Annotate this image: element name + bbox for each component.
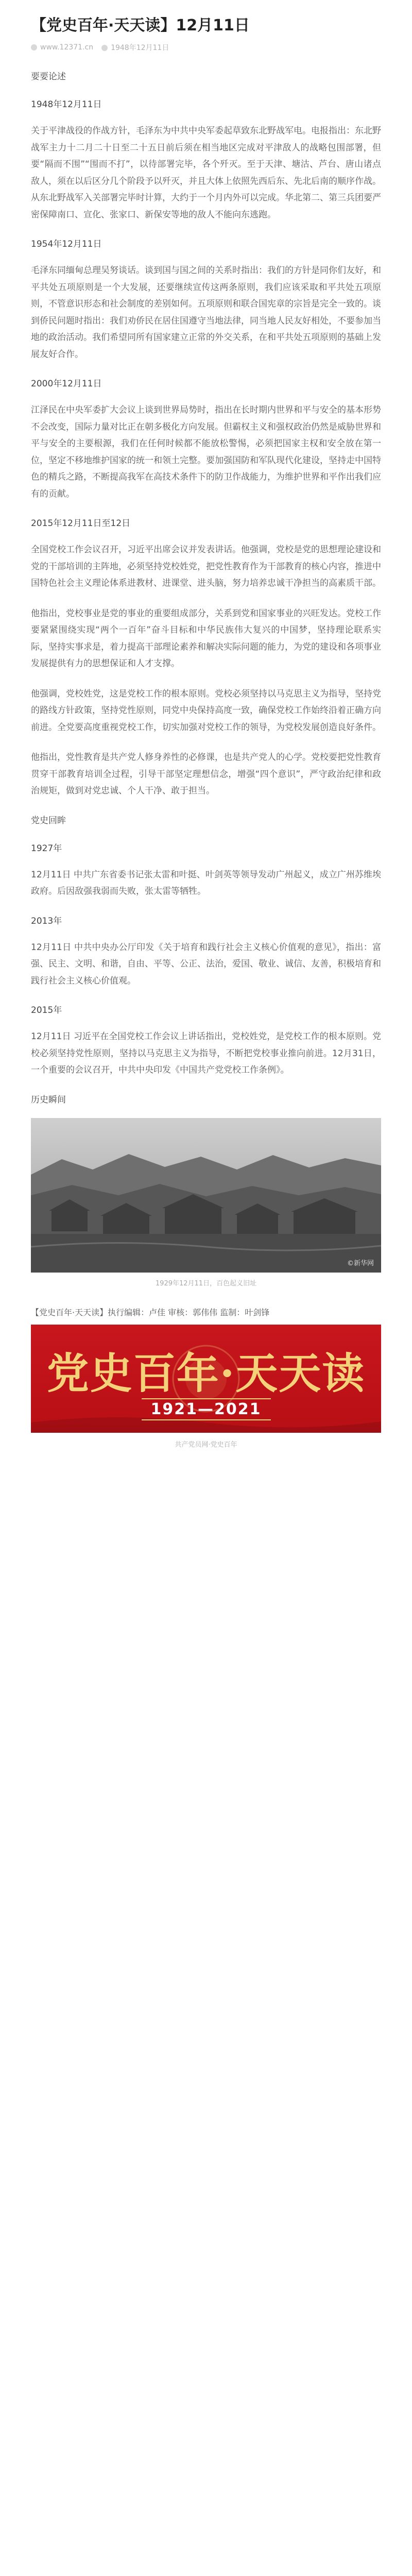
section-heading-moment: 历史瞬间 — [31, 1094, 66, 1105]
banner-caption: 共产党员网·党史百年 — [175, 1440, 237, 1449]
article-title: 【党史百年·天天读】12月11日 — [31, 16, 250, 35]
article-date-label: 1948年12月11日 — [111, 44, 169, 52]
section-heading-intro: 要要论述 — [31, 72, 66, 82]
paragraph-2013: 12月11日 中共中央办公厅印发《关于培育和践行社会主义核心价值观的意见》，指出：富强、民主、文明、和谐，自由、平等、公正、法治，爱国、敬业、诚信、友善，积极培育和践行社会主义核心价值观。 — [31, 942, 381, 986]
section-heading-1948: 1948年12月11日 — [31, 99, 102, 110]
section-heading-2015: 2015年 — [31, 1005, 62, 1015]
paragraph-1948: 关于平津战役的作战方针，毛泽东为中共中央军委起草致东北野战军电。电报指出：东北野战军主力十二月二十日至二十五日前后须在相当地区完成对平津敌人的战略包围部署，但要“隔而不围”“围而不打”，以待部署完毕，各个歼灭。至于天津、塘沽、芦台、唐山诸点敌人，须在以后区分几个阶段予以歼灭，并且大体上依照先西后东、先北后南的顺序作战。从东北野战军入关部署完毕时计算，大约于一个月内外可以完成。华北第二、第三兵团要严密保障南口、宣化、张家口、新保安等地的敌人不能向东逃跑。 — [31, 126, 381, 220]
clock-icon — [101, 45, 108, 51]
series-banner — [31, 1325, 381, 1433]
paragraph-2015-review: 12月11日 习近平在全国党校工作会议上讲话指出，党校姓党，是党校工作的根本原则。党校必须坚持党性原则，坚持以马克思主义为指导，不断把党校事业推向前进。12月31日，一个重要的会议召开，中共中央印发《中国共产党党校工作条例》。 — [31, 1031, 381, 1075]
banner-years-label: 1921—2021 — [142, 1398, 271, 1420]
section-heading-2013: 2013年 — [31, 916, 62, 926]
banner-title: 党史百年·天天读 — [46, 1348, 366, 1398]
section-heading-2000: 2000年12月11日 — [31, 379, 102, 389]
section-heading-1927: 1927年 — [31, 843, 62, 854]
paragraph-2015-c: 他强调，党校姓党，这是党校工作的根本原则。党校必须坚持以马克思主义为指导，坚持党的路线方针政策，坚持党性原则，同党中央保持高度一致，确保党校工作始终沿着正确方向前进。全党要高度重视党校工作，切实加强对党校工作的领导，为党校发展创造良好条件。 — [31, 688, 381, 733]
paragraph-2015-b: 他指出，党校事业是党的事业的重要组成部分，关系到党和国家事业的兴旺发达。党校工作要紧紧围绕实现“两个一百年”奋斗目标和中华民族伟大复兴的中国梦，坚持理论联系实际，坚持实事求是，着力提高干部理论素养和解决实际问题的能力，为党的建设和各项事业发展提供有力的思想保证和人才支撑。 — [31, 608, 381, 669]
paragraph-1927: 12月11日 中共广东省委书记张太雷和叶挺、叶剑英等领导发动广州起义，成立广州苏维埃政府。后因敌强我弱而失败，张太雷等牺牲。 — [31, 869, 381, 896]
photo-caption: 1929年12月11日，百色起义旧址 — [155, 1279, 257, 1287]
globe-icon — [31, 44, 37, 50]
historical-photo-image — [31, 1118, 381, 1273]
article-date — [101, 42, 169, 53]
paragraph-2000: 江泽民在中央军委扩大会议上谈到世界局势时，指出在长时期内世界和平与安全的基本形势不会改变，国际力量对比正在朝多极化方向发展。但霸权主义和强权政治仍然是威胁世界和平与安全的主要根源，我们在任何时候都不能放松警惕，必须把国家主权和安全放在第一位，坚定不移地维护国家的统一和领土完整。要加强国防和军队现代化建设，坚持走中国特色的精兵之路，不断提高我军在高技术条件下的防卫作战能力，为维护世界和平作出我们应有的贡献。 — [31, 405, 381, 499]
paragraph-2015-d: 他指出，党性教育是共产党人修身养性的必修课，也是共产党人的心学。党校要把党性教育贯穿干部教育培训全过程，引导干部坚定理想信念，增强“四个意识”，严守政治纪律和政治规矩，做到对党忠诚、个人干净、敢于担当。 — [31, 752, 381, 796]
paragraph-1954: 毛泽东同缅甸总理吴努谈话。谈到国与国之间的关系时指出：我们的方针是同你们友好，和平共处五项原则是一个大发展，还要继续宣传这两条原则，我们应该采取和平共处五项原则，不管意识形态和社会制度的差别如何。五项原则和联合国宪章的宗旨是完全一致的。谈到侨民问题时指出：我们劝侨民在居住国遵守当地法律，同当地人民友好相处，不要参加当地的政治活动。我们希望同所有国家建立正常的外交关系，在和平共处五项原则的基础上发展友好合作。 — [31, 265, 381, 360]
section-heading-1954: 1954年12月11日 — [31, 239, 102, 249]
section-heading-review: 党史回眸 — [31, 815, 66, 826]
section-heading-2015-conference: 2015年12月11日至12日 — [31, 518, 131, 529]
banner-years — [31, 1398, 381, 1420]
historical-photo[interactable] — [31, 1118, 381, 1273]
article-meta — [31, 42, 381, 53]
paragraph-2015-a: 全国党校工作会议召开，习近平出席会议并发表讲话。他强调，党校是党的思想理论建设和党的干部培训的主阵地，必须坚持党校姓党，把党性教育作为干部教育的核心内容，推进中国特色社会主义理论体系进教材、进课堂、进头脑，努力培养忠诚干净担当的高素质干部。 — [31, 545, 381, 588]
source-site[interactable] — [31, 43, 93, 52]
photo-watermark: ©新华网 — [347, 1259, 374, 1267]
source-site-label: www.12371.cn — [40, 43, 94, 52]
editor-credit: 【党史百年·天天读】执行编辑：卢佳 审核：郭伟伟 监制：叶剑锋 — [31, 1307, 270, 1317]
